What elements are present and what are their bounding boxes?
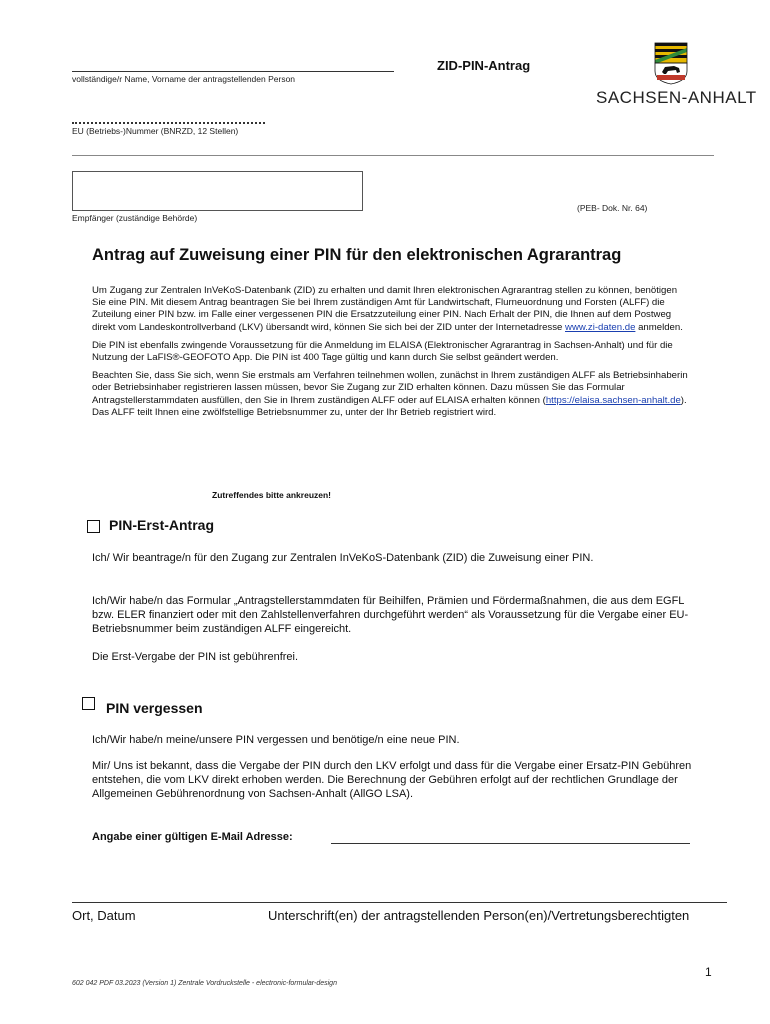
intro-p3-end: ). Das ALFF teilt Ihnen eine zwölfstellige Betriebsnummer zu, unter der Ihr Betrieb registriert wird. (92, 394, 687, 418)
zi-daten-link[interactable]: www.zi-daten.de (565, 321, 636, 333)
signature-line (72, 902, 727, 903)
pin-first-paragraph-1: Ich/ Wir beantrage/n für den Zugang zur Zentralen InVeKoS-Datenbank (ZID) die Zuweisung einer PIN. (92, 552, 594, 564)
pin-forgot-paragraph-2: Mir/ Uns ist bekannt, dass die Vergabe der PIN durch den LKV erfolgt und dass für die Vergabe einer Ersatz-PIN Gebühren entstehen, die vom LKV direkt erhoben werden. Die Berechnung der Gebühren erfolgt auf der rechtlichen Grundlage der Allgemeinen Gebührenordnung von Sachsen-Anhalt (AllGO LSA). (92, 760, 692, 800)
intro-text (92, 285, 690, 425)
recipient-field[interactable] (72, 171, 363, 211)
eu-number-label: EU (Betriebs-)Nummer (BNRZD, 12 Stellen) (72, 126, 239, 136)
document-number: (PEB- Dok. Nr. 64) (577, 203, 648, 213)
intro-paragraph-1 (92, 285, 690, 334)
email-field[interactable] (331, 843, 690, 844)
intro-p1-end: anmelden. (638, 321, 683, 333)
form-info: 602 042 PDF 03.2023 (Version 1) Zentrale Vordruckstelle - electronic-formular-design (72, 980, 337, 987)
instruction-text: Zutreffendes bitte ankreuzen! (212, 490, 332, 500)
pin-first-paragraph-2: Ich/Wir habe/n das Formular „Antragstellerstammdaten für Beihilfen, Prämien und Fördermaßnahmen, die aus dem EGFL bzw. ELER finanziert oder mit den Zahlstellenverfahren durchgeführt werden“ als Voraussetzung für die Vergabe einer EU- Betriebsnummer beim zuständigen ALFF eingereicht. (92, 595, 689, 635)
name-label: vollständige/r Name, Vorname der antragstellenden Person (72, 74, 296, 84)
place-date-label: Ort, Datum (72, 908, 136, 923)
intro-p3-text: Beachten Sie, dass Sie sich, wenn Sie erstmals am Verfahren teilnehmen wollen, zunächst in Ihrem zuständigen ALFF als Betriebsinhaberin oder Betriebsinhaber registrieren lassen müssen, bevor Sie Zugang zur ZID erhalten können. Dazu müssen Sie das Formular Antragstellerstammdaten ausfüllen, den Sie in Ihrem zuständigen ALFF oder auf ELAISA erhalten können ( (92, 370, 688, 406)
intro-p1-text: Um Zugang zur Zentralen InVeKoS-Datenbank (ZID) zu erhalten und damit Ihren elektronischen Agrarantrag stellen zu können, benötigen Sie eine PIN. Mit diesem Antrag beantragen Sie bei Ihrem zuständigen Amt für Landwirtschaft, Flurneuordnung und Forsten (ALFF) die Zuteilung einer PIN bzw. im Falle einer vergessenen PIN die Ersatzzuteilung einer PIN. Nach Erhalt der PIN, die Ihnen auf dem Postweg direkt vom Landeskontrollverband (LKV) übersandt wird, können Sie sich bei der ZID unter der Internetadresse (92, 285, 678, 333)
elaisa-link[interactable]: https://elaisa.sachsen-anhalt.de (545, 394, 681, 406)
page-number: 1 (705, 965, 712, 979)
intro-paragraph-3 (92, 370, 690, 419)
email-label: Angabe einer gültigen E-Mail Adresse: (92, 831, 293, 843)
header-divider (72, 155, 714, 156)
recipient-label: Empfänger (zuständige Behörde) (72, 213, 198, 223)
pin-forgot-heading: PIN vergessen (106, 700, 203, 716)
coat-of-arms-icon (652, 41, 690, 85)
pin-first-checkbox[interactable] (87, 520, 100, 533)
pin-forgot-checkbox[interactable] (82, 697, 95, 710)
pin-first-heading: PIN-Erst-Antrag (109, 517, 215, 533)
intro-paragraph-2: Die PIN ist ebenfalls zwingende Voraussetzung für die Anmeldung im ELAISA (Elektronischer Agrarantrag in Sachsen-Anhalt) und für die Nutzung der LaFIS®-GEOFOTO App. Die PIN ist 400 Tage gültig und kann durch Sie selbst geändert werden. (92, 339, 673, 364)
eu-number-line (72, 122, 265, 124)
signature-label: Unterschrift(en) der antragstellenden Person(en)/Vertretungsberechtigten (268, 908, 690, 923)
name-line (72, 71, 394, 72)
pin-forgot-paragraph-1: Ich/Wir habe/n meine/unsere PIN vergessen und benötige/n eine neue PIN. (92, 734, 460, 746)
brand-name: SACHSEN-ANHALT (596, 88, 757, 107)
document-title: ZID-PIN-Antrag (437, 58, 531, 73)
main-heading: Antrag auf Zuweisung einer PIN für den elektronischen Agrarantrag (92, 246, 622, 264)
pin-first-paragraph-3: Die Erst-Vergabe der PIN ist gebührenfrei. (92, 651, 299, 663)
